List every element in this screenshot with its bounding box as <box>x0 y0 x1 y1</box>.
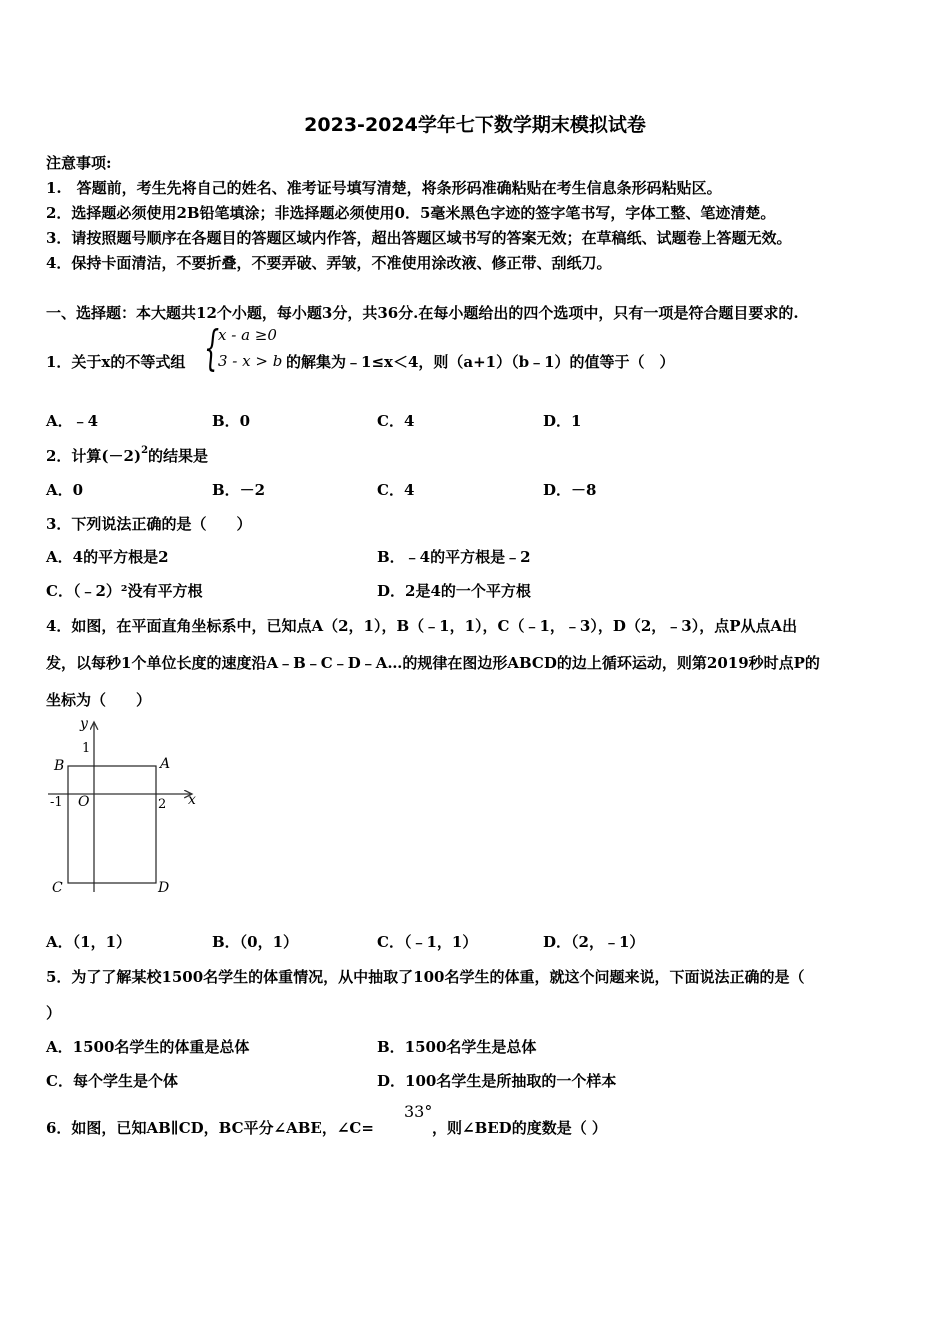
question-2 <box>46 445 208 466</box>
question-6-suffix: ，则∠BED的度数是（ ） <box>432 1119 607 1137</box>
tick-label-neg1: -1 <box>50 795 63 810</box>
left-brace: { <box>204 320 220 376</box>
option-d: D．－8 <box>543 481 597 499</box>
question-5-line-2: ） <box>46 1004 62 1022</box>
tick-label-1: 1 <box>82 741 91 756</box>
notice-item: 2．选择题必须使用2B铅笔填涂；非选择题必须使用0．5毫米黑色字迹的签字笔书写，字体工整、笔迹清楚。 <box>46 204 776 222</box>
rectangle-abcd <box>68 766 156 883</box>
point-a-label: A <box>160 756 171 772</box>
question-4-line-1: 4．如图，在平面直角坐标系中，已知点A（2，1），B（﹣1，1），C（﹣1，﹣3），D（2，﹣3），点P从点A出 <box>46 617 798 635</box>
option-a: A．0 <box>46 481 84 499</box>
option-a: A．4的平方根是2 <box>46 548 169 566</box>
question-3: 3．下列说法正确的是（ ） <box>46 515 252 533</box>
point-d-label: D <box>158 880 170 896</box>
option-d: D．2是4的一个平方根 <box>377 582 531 600</box>
question-2-prefix: 2．计算(－2) <box>46 447 142 465</box>
notice-heading: 注意事项: <box>46 154 112 172</box>
page-title: 2023-2024学年七下数学期末模拟试卷 <box>304 114 646 136</box>
option-c: C．4 <box>377 481 415 499</box>
notice-item: 4．保持卡面清洁，不要折叠，不要弄破、弄皱，不准使用涂改液、修正带、刮纸刀。 <box>46 254 612 272</box>
option-c: C．（﹣1，1） <box>377 933 478 951</box>
option-c: C．每个学生是个体 <box>46 1072 178 1090</box>
question-4-line-3: 坐标为（ ） <box>46 691 152 709</box>
notice-item: 1. 答题前，考生先将自己的姓名、准考证号填写清楚，将条形码准确粘贴在考生信息条形码粘贴区。 <box>46 179 722 197</box>
option-c: C．（﹣2）²没有平方根 <box>46 582 203 600</box>
tick-label-2: 2 <box>158 797 167 812</box>
coordinate-figure <box>44 714 214 904</box>
option-b: B．－2 <box>212 481 266 499</box>
option-d: D．100名学生是所抽取的一个样本 <box>377 1072 617 1090</box>
question-1-prefix: 1．关于x的不等式组 <box>46 353 186 371</box>
option-a: A．（1，1） <box>46 933 132 951</box>
option-b: B．（0，1） <box>212 933 299 951</box>
question-2-suffix: 的结果是 <box>148 447 209 465</box>
question-6-prefix: 6．如图，已知AB∥CD，BC平分∠ABE，∠C= <box>46 1119 374 1137</box>
point-c-label: C <box>52 880 63 896</box>
point-b-label: B <box>54 758 65 774</box>
y-axis-label: y <box>80 716 88 732</box>
option-c: C．4 <box>377 412 415 430</box>
notice-item: 3．请按照题号顺序在各题目的答题区域内作答，超出答题区域书写的答案无效；在草稿纸、试题卷上答题无效。 <box>46 229 792 247</box>
inequality-row-2: 3 - x > b <box>218 352 283 370</box>
question-5-line-1: 5．为了了解某校1500名学生的体重情况，从中抽取了100名学生的体重，就这个问题来说，下面说法正确的是（ <box>46 968 805 986</box>
origin-label: O <box>78 794 90 810</box>
option-a: A．1500名学生的体重是总体 <box>46 1038 250 1056</box>
option-b: B．1500名学生是总体 <box>377 1038 537 1056</box>
angle-value: 33° <box>404 1102 433 1121</box>
exponent: 2 <box>141 445 149 456</box>
option-d: D．1 <box>543 412 582 430</box>
question-1-suffix: 的解集为﹣1≤x＜4，则（a+1）（b﹣1）的值等于（ ） <box>286 353 675 371</box>
x-axis-label: x <box>188 792 196 808</box>
inequality-system <box>204 320 286 378</box>
option-b: B．﹣4的平方根是﹣2 <box>377 548 531 566</box>
option-a: A．﹣4 <box>46 412 99 430</box>
question-4-line-2: 发，以每秒1个单位长度的速度沿A﹣B﹣C﹣D﹣A…的规律在图边形ABCD的边上循环运动，则第2019秒时点P的 <box>46 654 820 672</box>
option-b: B．0 <box>212 412 251 430</box>
option-d: D．（2，﹣1） <box>543 933 645 951</box>
inequality-row-1: x - a ≥0 <box>218 326 277 344</box>
section-heading: 一、选择题：本大题共12个小题，每小题3分，共36分.在每小题给出的四个选项中，只有一项是符合题目要求的. <box>46 304 799 322</box>
